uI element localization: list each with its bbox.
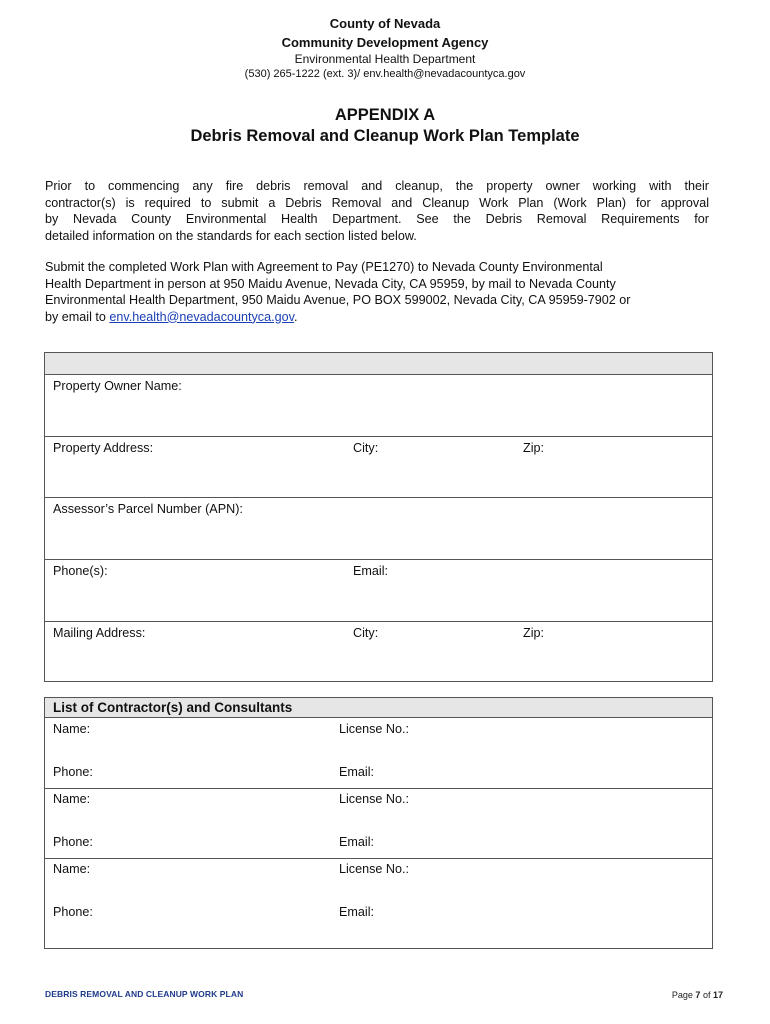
page-current: 7 — [695, 990, 701, 1000]
contractor-3-name-field[interactable]: Name: — [53, 862, 91, 876]
owner-info-table — [44, 352, 713, 682]
page-label: Page — [671, 990, 693, 1000]
appendix-title: APPENDIX A — [334, 106, 436, 124]
apn-field[interactable]: Assessor’s Parcel Number (APN): — [53, 502, 243, 516]
property-zip-field[interactable]: Zip: — [523, 441, 544, 455]
row-divider — [45, 621, 712, 622]
contact-line: (530) 265-1222 (ext. 3)/ env.health@nevadacountyca.gov — [244, 68, 526, 80]
mailing-zip-field[interactable]: Zip: — [523, 626, 544, 640]
submit-line: Health Department in person at 950 Maidu Avenue, Nevada City, CA 95959, by mail to Nevada County — [45, 276, 616, 291]
contractor-1-name-field[interactable]: Name: — [53, 722, 91, 736]
intro-line: contractor(s) is required to submit a Debris Removal and Cleanup Work Plan (Work Plan) for approval — [45, 195, 709, 210]
intro-line: by Nevada County Environmental Health Department. See the Debris Removal Requirements for — [45, 212, 709, 226]
page-number — [672, 990, 723, 1000]
contractor-table — [44, 697, 713, 949]
mailing-address-field[interactable]: Mailing Address: — [53, 626, 146, 640]
county-name: County of Nevada — [329, 16, 441, 31]
submit-line: Submit the completed Work Plan with Agreement to Pay (PE1270) to Nevada County Environmental — [45, 260, 603, 274]
contractor-2-license-field[interactable]: License No.: — [339, 792, 410, 806]
owner-table-header-bar — [45, 353, 712, 375]
submit-line-last — [45, 309, 709, 326]
intro-paragraph — [45, 178, 709, 244]
phones-field[interactable]: Phone(s): — [53, 564, 108, 578]
intro-line: Prior to commencing any fire debris removal and cleanup, the property owner working with their — [45, 179, 709, 193]
contractor-1-license-field[interactable]: License No.: — [339, 722, 410, 736]
email-link[interactable]: env.health@nevadacountyca.gov — [109, 309, 294, 324]
contractor-3-phone-field[interactable]: Phone: — [53, 905, 93, 919]
row-divider — [45, 436, 712, 437]
contractor-1-phone-field[interactable]: Phone: — [53, 765, 93, 779]
contractor-2-name-field[interactable]: Name: — [53, 792, 91, 806]
page-total: 17 — [712, 990, 723, 1000]
agency-name: Community Development Agency — [281, 35, 489, 50]
department-name: Environmental Health Department — [294, 52, 476, 66]
contractor-section-title: List of Contractor(s) and Consultants — [53, 700, 293, 715]
row-divider — [45, 788, 712, 789]
mailing-city-field[interactable]: City: — [353, 626, 379, 640]
submit-line: Environmental Health Department, 950 Maidu Avenue, PO BOX 599002, Nevada City, CA 95959-7902 or — [45, 293, 631, 307]
contractor-2-email-field[interactable]: Email: — [339, 835, 374, 849]
row-divider — [45, 497, 712, 498]
row-divider — [45, 559, 712, 560]
submit-suffix: . — [293, 309, 298, 324]
contractor-2-phone-field[interactable]: Phone: — [53, 835, 93, 849]
page-of: of — [702, 990, 711, 1000]
row-divider — [45, 858, 712, 859]
submit-paragraph — [45, 259, 709, 325]
document-title: Debris Removal and Cleanup Work Plan Template — [190, 127, 580, 145]
owner-name-field[interactable]: Property Owner Name: — [53, 379, 182, 393]
contractor-3-license-field[interactable]: License No.: — [339, 862, 410, 876]
intro-line: detailed information on the standards for each section listed below. — [45, 228, 417, 243]
property-city-field[interactable]: City: — [353, 441, 379, 455]
owner-email-field[interactable]: Email: — [353, 564, 388, 578]
contractor-1-email-field[interactable]: Email: — [339, 765, 374, 779]
submit-prefix: by email to — [45, 309, 110, 324]
property-address-field[interactable]: Property Address: — [53, 441, 154, 455]
footer-doc-title: DEBRIS REMOVAL AND CLEANUP WORK PLAN — [45, 989, 244, 999]
contractor-3-email-field[interactable]: Email: — [339, 905, 374, 919]
